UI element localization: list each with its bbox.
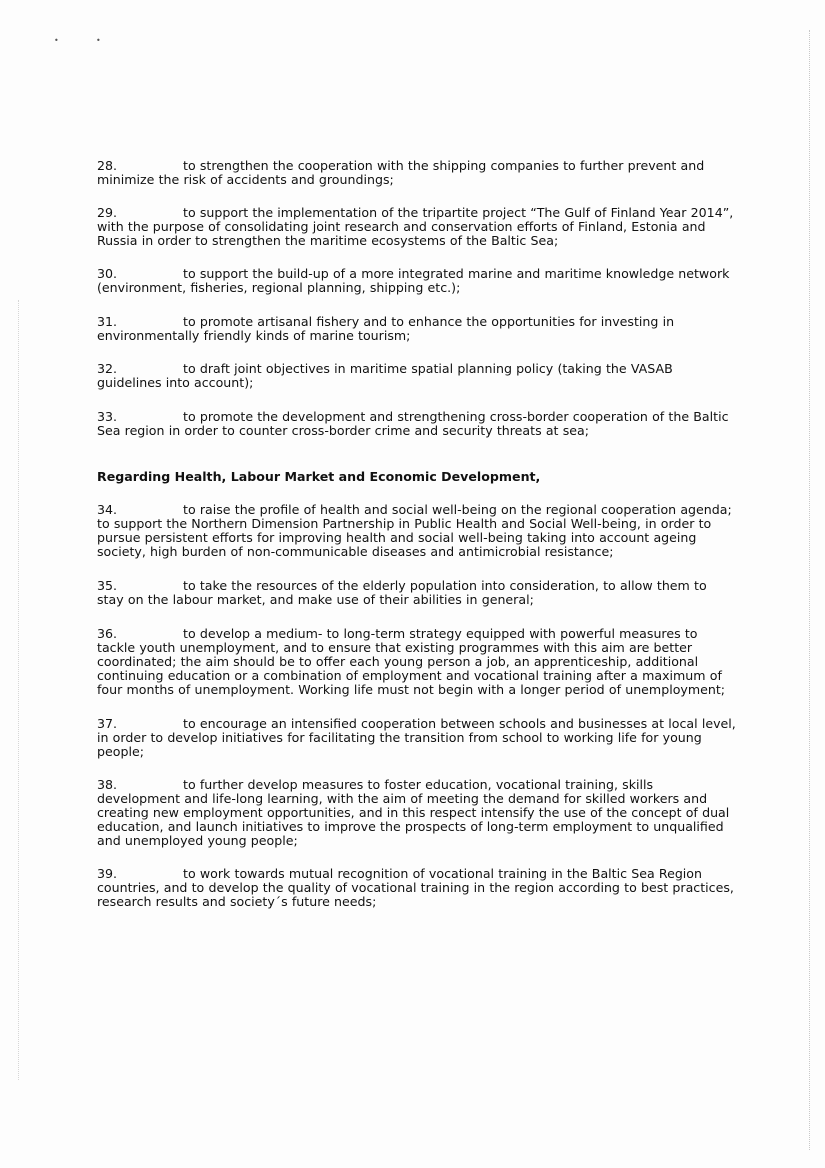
paragraph-36 [97, 627, 737, 697]
paragraph-33 [97, 410, 737, 438]
paragraph-31 [97, 315, 737, 343]
paragraph-number: 34. [97, 502, 118, 517]
document-body [97, 159, 737, 909]
scan-speck: • [96, 36, 101, 45]
paragraph-39 [97, 867, 737, 909]
paragraph-number: 35. [97, 578, 118, 593]
paragraph-text: to draft joint objectives in maritime spatial planning policy (taking the VASAB guidelines into account); [97, 361, 673, 390]
paragraph-number: 30. [97, 266, 118, 281]
paragraph-number: 38. [97, 777, 118, 792]
scan-speck: • [54, 36, 59, 45]
paragraph-29 [97, 206, 737, 248]
paragraph-text: to promote artisanal fishery and to enhance the opportunities for investing in environmentally friendly kinds of marine tourism; [97, 314, 675, 343]
paragraph-number: 33. [97, 409, 118, 424]
paragraph-35 [97, 579, 737, 607]
paragraph-text: to develop a medium- to long-term strategy equipped with powerful measures to tackle youth unemployment, and to ensure that existing programmes with this aim are better coordinated; the aim should be to offer each young person a job, an apprenticeship, additional continuing education or a combination of employment and vocational training after a maximum of four months of unemployment. Working life must not begin with a longer period of unemployment; [97, 626, 726, 697]
paragraph-34 [97, 503, 737, 559]
section-heading: Regarding Health, Labour Market and Economic Development, [97, 469, 541, 484]
paragraph-text: to support the implementation of the tripartite project “The Gulf of Finland Year 2014”, with the purpose of consolidating joint research and conservation efforts of Finland, Estonia and Russia in order to strengthen the maritime ecosystems of the Baltic Sea; [97, 205, 734, 248]
paragraph-text: to take the resources of the elderly population into consideration, to allow them to stay on the labour market, and make use of their abilities in general; [97, 578, 707, 607]
paragraph-number: 39. [97, 866, 118, 881]
paragraph-32 [97, 362, 737, 390]
paragraph-30 [97, 267, 737, 295]
paragraph-number: 29. [97, 205, 118, 220]
paragraph-text: to raise the profile of health and social well-being on the regional cooperation agenda; to support the Northern Dimension Partnership in Public Health and Social Well-being, in order to pursue persistent efforts for improving health and social well-being taking into account ageing society, high burden of non-communicable diseases and antimicrobial resistance; [97, 502, 732, 559]
paragraph-number: 32. [97, 361, 118, 376]
paragraph-number: 36. [97, 626, 118, 641]
paragraph-text: to further develop measures to foster education, vocational training, skills development and life-long learning, with the aim of meeting the demand for skilled workers and creating new employment opportunities, and in this respect intensify the use of the concept of dual education, and launch initiatives to improve the prospects of long-term employment to unqualified and unemployed young people; [97, 777, 730, 848]
paragraph-28 [97, 159, 737, 187]
paragraph-number: 31. [97, 314, 118, 329]
paragraph-text: to work towards mutual recognition of vocational training in the Baltic Sea Region countries, and to develop the quality of vocational training in the region according to best practices, research results and society´s future needs; [97, 866, 734, 909]
paragraph-text: to support the build-up of a more integrated marine and maritime knowledge network (environment, fisheries, regional planning, shipping etc.); [97, 266, 730, 295]
paragraph-text: to strengthen the cooperation with the shipping companies to further prevent and minimize the risk of accidents and groundings; [97, 158, 705, 187]
paragraph-37 [97, 717, 737, 759]
scan-edge-left [18, 300, 20, 1080]
paragraph-number: 28. [97, 158, 118, 173]
paragraph-text: to promote the development and strengthening cross-border cooperation of the Baltic Sea region in order to counter cross-border crime and security threats at sea; [97, 409, 729, 438]
paragraph-38 [97, 778, 737, 848]
paragraph-number: 37. [97, 716, 118, 731]
paragraph-text: to encourage an intensified cooperation between schools and businesses at local level, in order to develop initiatives for facilitating the transition from school to working life for young people; [97, 716, 736, 759]
scan-edge-right [809, 30, 811, 1150]
